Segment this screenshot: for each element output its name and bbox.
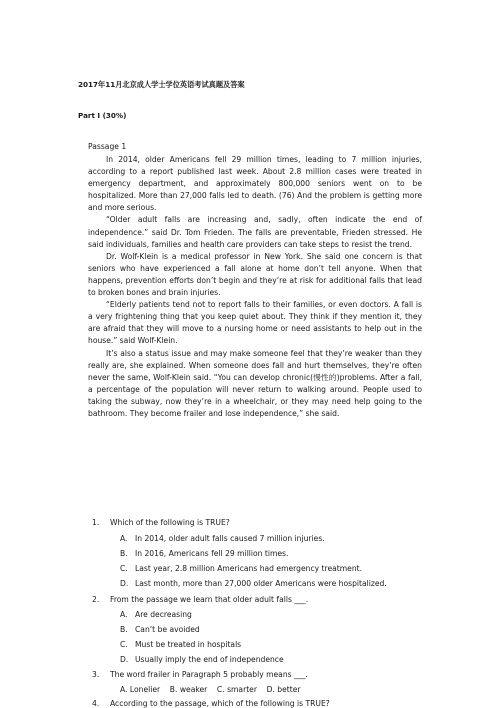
- question-number: 2.: [92, 595, 100, 604]
- document-title: 2017年11月北京成人学士学位英语考试真题及答案: [78, 80, 245, 89]
- question-number: 4.: [92, 699, 100, 708]
- paragraph: In 2014, older Americans fell 29 million times, leading to 7 million injuries, according to a report published last week. About 2.8 million cases were treated in emergency department, and approximately 800,000 seniors went on to be hospitalized. More than 27,000 falls led to death. (76) And the problem is getting more and more serious.: [88, 155, 422, 213]
- answer-option: [120, 534, 325, 543]
- question-text: The word frailer in Paragraph 5 probably means ___.: [110, 670, 308, 679]
- option-text: In 2016, Americans fell 29 million times.: [135, 549, 289, 558]
- option-letter: C.: [120, 640, 128, 649]
- question-number: 3.: [92, 670, 100, 679]
- answer-option: [120, 579, 387, 588]
- option-letter: D.: [120, 655, 129, 664]
- question-text: Which of the following is TRUE?: [110, 518, 230, 527]
- option-text: In 2014, older adult falls caused 7 million injuries.: [135, 534, 325, 543]
- question-text: From the passage we learn that older adult falls ___.: [110, 595, 309, 604]
- answer-option: [120, 655, 284, 664]
- question: [92, 518, 230, 527]
- question: [92, 670, 308, 679]
- passage-body: [88, 154, 422, 420]
- answer-option: [120, 549, 288, 558]
- part-heading: Part I (30%): [78, 111, 127, 120]
- option-text: Are decreasing: [135, 610, 192, 619]
- option-letter: C.: [120, 564, 128, 573]
- question-text: According to the passage, which of the following is TRUE?: [110, 699, 330, 708]
- option-letter: D.: [120, 579, 129, 588]
- option-letter: A.: [120, 610, 128, 619]
- answer-option: [120, 564, 362, 573]
- option-letter: B.: [120, 549, 128, 558]
- answer-option: [120, 625, 200, 634]
- paragraph: “Elderly patients tend not to report falls to their families, or even doctors. A fall is a very frightening thing that you keep quiet about. They think if they mention it, they are afraid that they will move to a nursing home or need assistants to help out in the house.” said Wolf-Klein.: [88, 300, 422, 346]
- paragraph: “Older adult falls are increasing and, sadly, often indicate the end of independence.” said Dr. Tom Frieden. The falls are preventable, Frieden stressed. He said individuals, families and health care providers can take steps to resist the trend.: [88, 215, 422, 249]
- paragraph: It’s also a status issue and may make someone feel that they’re weaker than they really are, she explained. When someone does fall and hurt themselves, they’re often never the same, Wolf-Klein said. “You can develop chronic(慢性的)problems. After a fall, a percentage of the population will never return to walking around. People used to taking the subway, now they’re in a wheelchair, or they may need help going to the bathroom. They become frailer and lose independence,” she said.: [88, 348, 422, 418]
- inline-answer-options: A. Lonelier B. weaker C. smarter D. better: [120, 685, 301, 694]
- question: [92, 595, 308, 604]
- option-text: Must be treated in hospitals: [135, 640, 242, 649]
- question-number: 1.: [92, 518, 100, 527]
- question: [92, 699, 330, 708]
- option-text: Can’t be avoided: [135, 625, 200, 634]
- paragraph: Dr. Wolf-Klein is a medical professor in New York. She said one concern is that seniors who have experienced a fall alone at home don’t tell anyone. When that happens, prevention efforts don’t begin and they’re at risk for additional falls that lead to broken bones and brain injuries.: [88, 251, 422, 298]
- option-letter: B.: [120, 625, 128, 634]
- passage-label: Passage 1: [88, 142, 127, 151]
- option-text: Last month, more than 27,000 older Americans were hospitalized.: [135, 579, 387, 588]
- option-text: Usually imply the end of independence: [135, 655, 284, 664]
- option-text: Last year, 2.8 million Americans had emergency treatment.: [135, 564, 363, 573]
- answer-option: [120, 640, 241, 649]
- answer-option: [120, 610, 192, 619]
- option-letter: A.: [120, 534, 128, 543]
